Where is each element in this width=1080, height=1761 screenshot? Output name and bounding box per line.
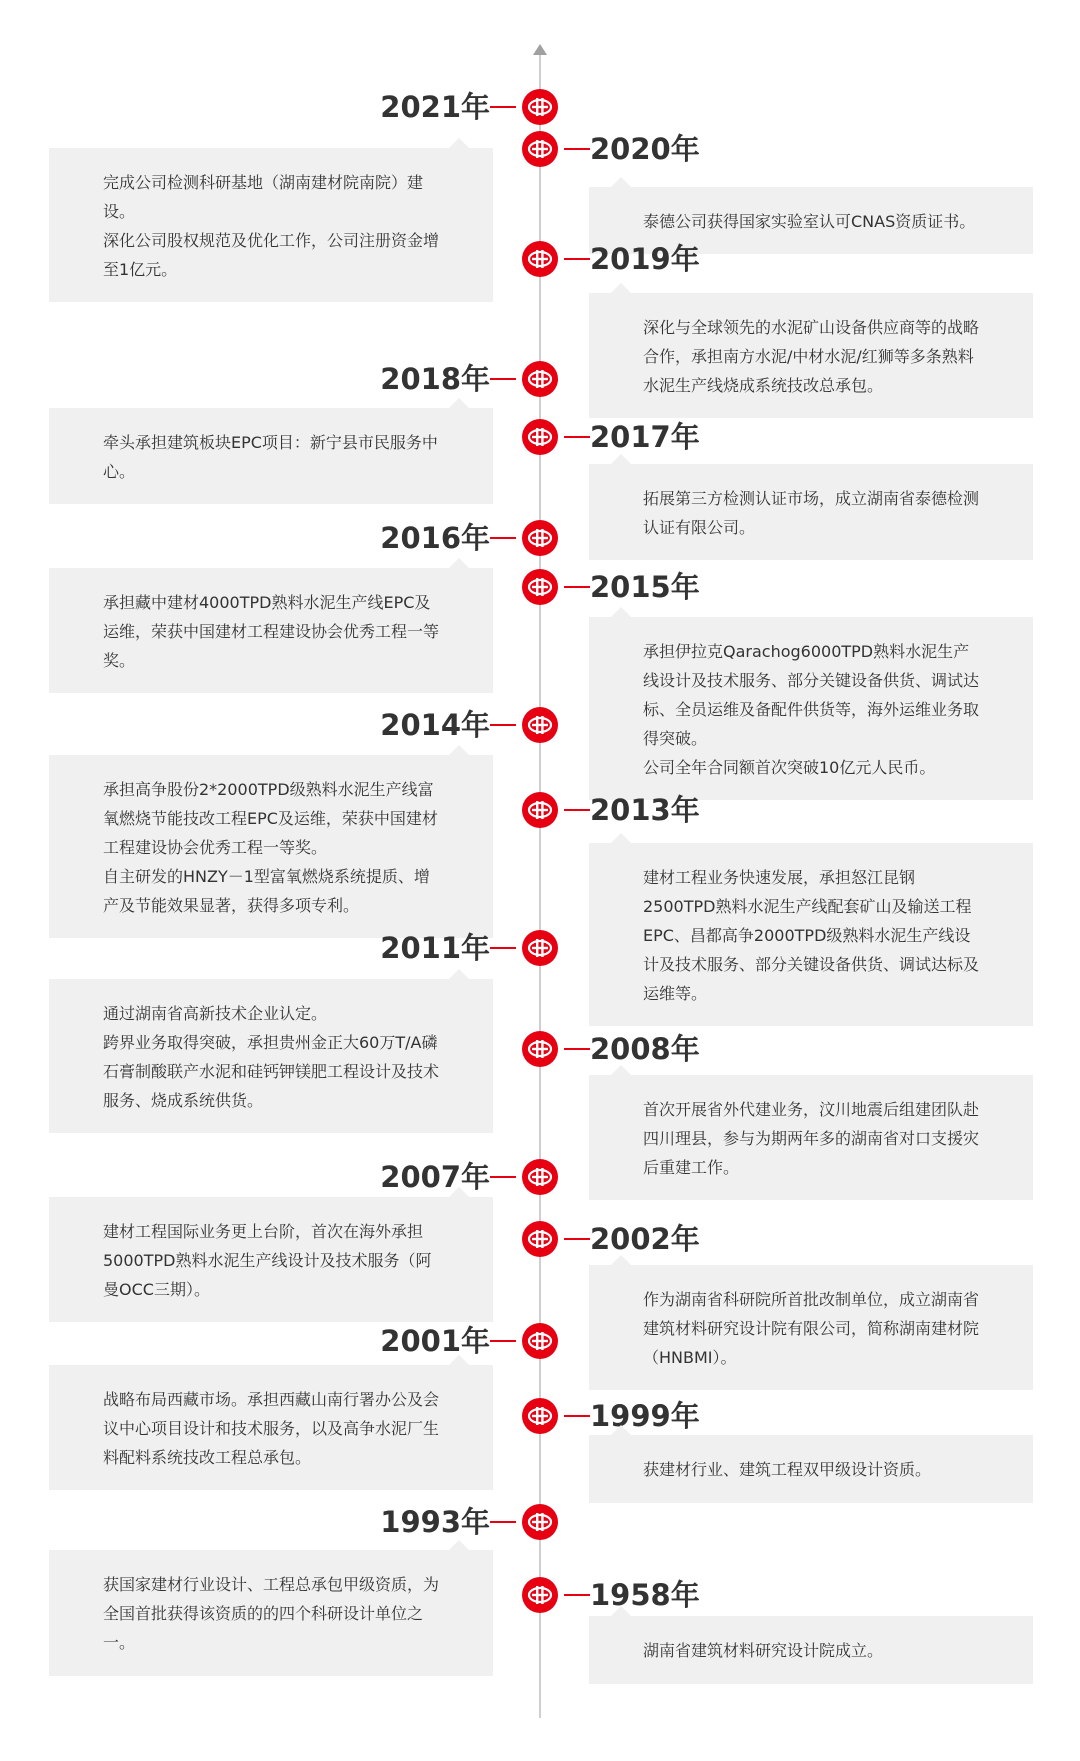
timeline-marker-icon (522, 792, 558, 828)
milestone-card (589, 617, 1033, 800)
milestone-text: 承担伊拉克Qarachog6000TPD熟料水泥生产线设计及技术服务、部分关键设备供货、调试达标、全员运维及备配件供货等，海外运维业务取得突破。 (643, 642, 980, 748)
year-label: 2008年 (590, 1032, 700, 1066)
milestone-text: 建材工程国际业务更上台阶，首次在海外承担5000TPD熟料水泥生产线设计及技术服务（阿曼OCC三期）。 (103, 1222, 432, 1299)
timeline-marker-icon (522, 569, 558, 605)
timeline-connector (564, 586, 590, 588)
timeline-marker-icon (522, 361, 558, 397)
milestone-text: 湖南省建筑材料研究设计院成立。 (643, 1641, 884, 1660)
milestone-card (49, 568, 493, 693)
milestone-card (49, 1365, 493, 1490)
timeline-connector (564, 1238, 590, 1240)
timeline-axis (539, 50, 541, 1718)
timeline-marker-icon (522, 707, 558, 743)
timeline-connector (564, 148, 590, 150)
timeline-marker-icon (522, 1323, 558, 1359)
milestone-card (589, 1616, 1033, 1684)
timeline-marker-icon (522, 89, 558, 125)
timeline-marker-icon (522, 930, 558, 966)
milestone-card (49, 408, 493, 504)
timeline-marker-icon (522, 1031, 558, 1067)
milestone-card (49, 1550, 493, 1676)
milestone-card (589, 293, 1033, 418)
timeline-marker-icon (522, 131, 558, 167)
milestone-card (589, 1435, 1033, 1503)
timeline-marker-icon (522, 1398, 558, 1434)
year-label: 1993年 (380, 1505, 490, 1539)
arrow-up-icon (533, 44, 547, 55)
milestone-card (49, 148, 493, 302)
year-label: 2001年 (380, 1324, 490, 1358)
milestone-text: 通过湖南省高新技术企业认定。 (103, 1004, 328, 1023)
timeline-connector (490, 1340, 516, 1342)
year-label: 2018年 (380, 362, 490, 396)
milestone-text: 自主研发的HNZY－1型富氧燃烧系统提质、增产及节能效果显著，获得多项专利。 (103, 867, 430, 915)
milestone-text: 战略布局西藏市场。承担西藏山南行署办公及会议中心项目设计和技术服务，以及高争水泥厂生料配料系统技改工程总承包。 (103, 1390, 440, 1467)
timeline-connector (564, 1415, 590, 1417)
timeline-connector (564, 436, 590, 438)
timeline-connector (490, 378, 516, 380)
year-label: 2015年 (590, 570, 700, 604)
milestone-card (589, 1265, 1033, 1390)
timeline-connector (490, 1176, 516, 1178)
milestone-text: 承担高争股份2*2000TPD级熟料水泥生产线富氧燃烧节能技改工程EPC及运维，荣获中国建材工程建设协会优秀工程一等奖。 (103, 780, 438, 857)
milestone-text: 完成公司检测科研基地（湖南建材院南院）建设。 (103, 173, 424, 221)
milestone-text: 获国家建材行业设计、工程总承包甲级资质，为全国首批获得该资质的的四个科研设计单位之一。 (103, 1575, 440, 1652)
year-label: 2014年 (380, 708, 490, 742)
year-label: 2013年 (590, 793, 700, 827)
year-label: 2017年 (590, 420, 700, 454)
timeline-marker-icon (522, 419, 558, 455)
year-label: 2019年 (590, 242, 700, 276)
timeline-connector (564, 258, 590, 260)
milestone-card (49, 1197, 493, 1322)
milestone-text: 公司全年合同额首次突破10亿元人民币。 (643, 758, 936, 777)
year-label: 2020年 (590, 132, 700, 166)
timeline-marker-icon (522, 1577, 558, 1613)
timeline-connector (564, 1048, 590, 1050)
year-label: 1958年 (590, 1578, 700, 1612)
timeline-connector (490, 537, 516, 539)
milestone-text: 获建材行业、建筑工程双甲级设计资质。 (643, 1460, 932, 1479)
year-label: 2007年 (380, 1160, 490, 1194)
milestone-text: 跨界业务取得突破，承担贵州金正大60万T/A磷石膏制酸联产水泥和硅钙钾镁肥工程设计及技术服务、烧成系统供货。 (103, 1033, 440, 1110)
milestone-text: 承担藏中建材4000TPD熟料水泥生产线EPC及运维，荣获中国建材工程建设协会优秀工程一等奖。 (103, 593, 440, 670)
milestone-text: 泰德公司获得国家实验室认可CNAS资质证书。 (643, 212, 976, 231)
milestone-card (589, 1075, 1033, 1200)
timeline-marker-icon (522, 1159, 558, 1195)
timeline-marker-icon (522, 520, 558, 556)
milestone-text: 深化与全球领先的水泥矿山设备供应商等的战略合作，承担南方水泥/中材水泥/红狮等多条熟料水泥生产线烧成系统技改总承包。 (643, 318, 980, 395)
year-label: 2002年 (590, 1222, 700, 1256)
milestone-text: 牵头承担建筑板块EPC项目：新宁县市民服务中心。 (103, 433, 438, 481)
milestone-text: 拓展第三方检测认证市场，成立湖南省泰德检测认证有限公司。 (643, 489, 980, 537)
milestone-card (589, 843, 1033, 1026)
year-label: 1999年 (590, 1399, 700, 1433)
timeline-marker-icon (522, 1221, 558, 1257)
milestone-text: 建材工程业务快速发展，承担怒江昆钢2500TPD熟料水泥生产线配套矿山及输送工程EPC、昌都高争2000TPD级熟料水泥生产线设计及技术服务、部分关键设备供货、调试达标及运维等。 (643, 868, 980, 1003)
milestone-card (49, 755, 493, 938)
year-label: 2011年 (380, 931, 490, 965)
timeline-marker-icon (522, 1504, 558, 1540)
milestone-card (49, 979, 493, 1133)
timeline-connector (490, 106, 516, 108)
timeline-marker-icon (522, 241, 558, 277)
timeline-connector (564, 1594, 590, 1596)
milestone-card (589, 464, 1033, 560)
timeline-connector (564, 809, 590, 811)
year-label: 2021年 (380, 90, 490, 124)
timeline-connector (490, 724, 516, 726)
milestone-text: 深化公司股权规范及优化工作，公司注册资金增至1亿元。 (103, 231, 440, 279)
timeline-connector (490, 947, 516, 949)
timeline-connector (490, 1521, 516, 1523)
year-label: 2016年 (380, 521, 490, 555)
milestone-text: 首次开展省外代建业务，汶川地震后组建团队赴四川理县，参与为期两年多的湖南省对口支援灾后重建工作。 (643, 1100, 980, 1177)
milestone-text: 作为湖南省科研院所首批改制单位，成立湖南省建筑材料研究设计院有限公司，简称湖南建材院（HNBMI）。 (643, 1290, 980, 1367)
